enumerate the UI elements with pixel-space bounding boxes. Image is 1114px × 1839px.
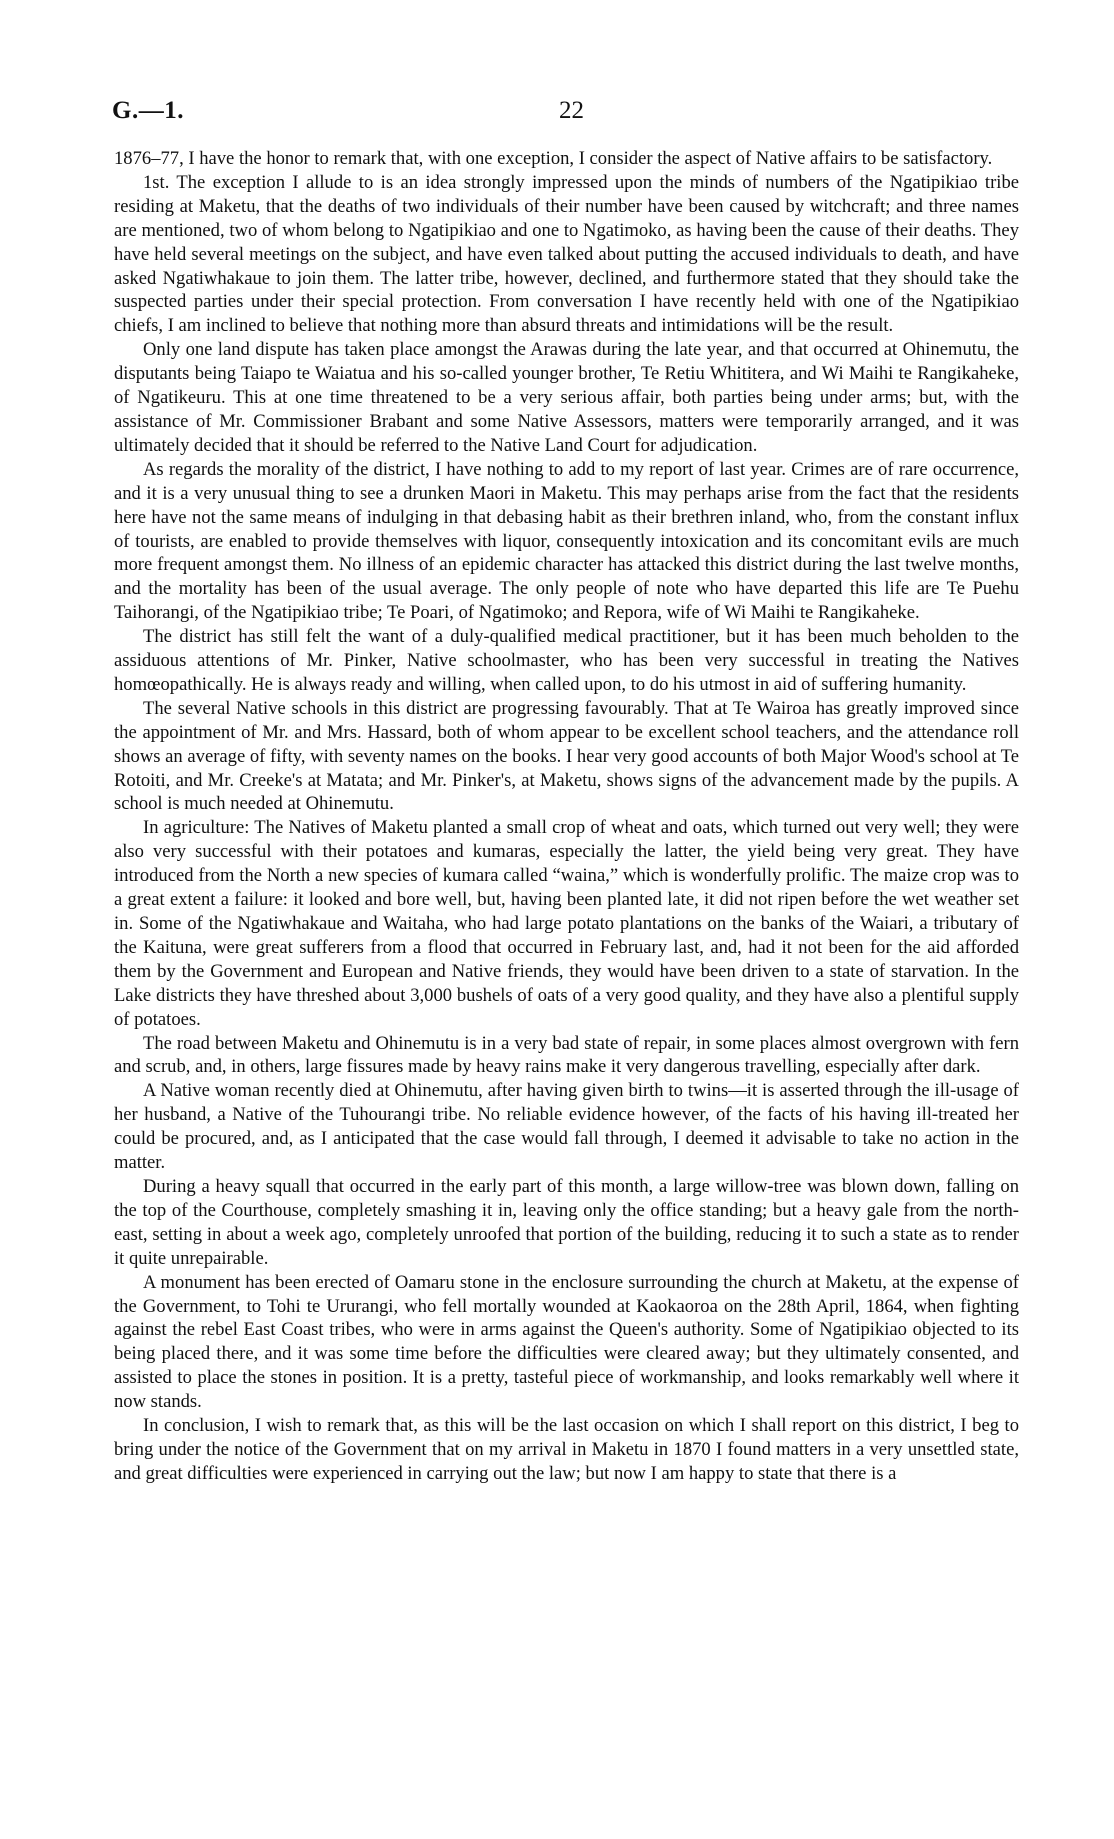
document-reference: G.—1. xyxy=(112,97,184,124)
paragraph-schools: The several Native schools in this district are progressing favourably. That at Te Wairoa has greatly improved since the appointment of Mr. and Mrs. Hassard, both of whom appear to be excellent school teachers, and the attendance roll shows an average of fifty, with seventy names on the books. I hear very good accounts of both Major Wood's school at Te Rotoiti, and Mr. Creeke's at Matata; and Mr. Pinker's, at Maketu, shows signs of the advancement made by the pupils. A school is much needed at Ohinemutu. xyxy=(114,697,1019,815)
paragraph-medical: The district has still felt the want of a duly-qualified medical practitioner, but it has been much beholden to the assiduous attentions of Mr. Pinker, Native schoolmaster, who has been very successful in treating the Natives homœopathically. He is always ready and willing, when called upon, to do his utmost in aid of suffering humanity. xyxy=(114,626,1019,695)
body-text xyxy=(114,147,1019,1486)
paragraph-morality: As regards the morality of the district, I have nothing to add to my report of last year. Crimes are of rare occurrence, and it is a very unusual thing to see a drunken Maori in Maketu. This may perhaps arise from the fact that the residents here have not the same means of indulging in that debasing habit as their brethren inland, who, from the constant influx of tourists, are enabled to provide themselves with liquor, consequently intoxication and its concomitant evils are much more frequent amongst them. No illness of an epidemic character has attacked this district during the last twelve months, and the mortality has been of the usual average. The only people of note who have departed this life are Te Puehu Taihorangi, of the Ngatipikiao tribe; Te Poari, of Ngatimoko; and Repora, wife of Wi Maihi te Rangikaheke. xyxy=(114,458,1019,624)
paragraph-agriculture: In agriculture: The Natives of Maketu planted a small crop of wheat and oats, which turned out very well; they were also very successful with their potatoes and kumaras, especially the latter, the yield being very great. They have introduced from the North a new species of kumara called “waina,” which is wonderfully prolific. The maize crop was to a great extent a failure: it looked and bore well, but, having been planted late, it did not ripen before the wet weather set in. Some of the Ngatiwhakaue and Waitaha, who had large potato plantations on the banks of the Waiari, a tributary of the Kaituna, were great sufferers from a flood that occurred in February last, and, had it not been for the aid afforded them by the Government and European and Native friends, they would have been driven to a state of starvation. In the Lake districts they have threshed about 3,000 bushels of oats of a very good quality, and they have also a plentiful supply of potatoes. xyxy=(114,817,1019,1030)
paragraph-witchcraft: 1st. The exception I allude to is an idea strongly impressed upon the minds of numbers of the Ngatipikiao tribe residing at Maketu, that the deaths of two individuals of their number have been caused by witchcraft; and three names are mentioned, two of whom belong to Ngatipikiao and one to Ngatimoko, as having been the cause of their deaths. They have held several meetings on the subject, and have even talked about putting the accused individuals to death, and have asked Ngatiwhakaue to join them. The latter tribe, however, declined, and furthermore stated that they should take the suspected parties under their special protection. From conversation I have recently held with one of the Ngatipikiao chiefs, I am inclined to believe that nothing more than absurd threats and intimidations will be the result. xyxy=(114,171,1019,337)
paragraph-courthouse: During a heavy squall that occurred in the early part of this month, a large willow-tree was blown down, falling on the top of the Courthouse, completely smashing it in, leaving only the office standing; but a heavy gale from the north-east, setting in about a week ago, completely unroofed that portion of the building, reducing it to such a state as to render it quite unrepairable. xyxy=(114,1175,1019,1269)
paragraph-land-dispute: Only one land dispute has taken place amongst the Arawas during the late year, and that occurred at Ohinemutu, the disputants being Taiapo te Waiatua and his so-called younger brother, Te Retiu Whititera, and Wi Maihi te Rangikaheke, of Ngatikeuru. This at one time threatened to be a very serious affair, both parties being under arms; but, with the assistance of Mr. Commissioner Brabant and some Native Assessors, matters were temporarily arranged, and it was ultimately decided that it should be referred to the Native Land Court for adjudication. xyxy=(114,339,1019,456)
paragraph-native-woman: A Native woman recently died at Ohinemutu, after having given birth to twins—it is asserted through the ill-usage of her husband, a Native of the Tuhourangi tribe. No reliable evidence however, of the facts of his having ill-treated her could be procured, and, as I anticipated that the case would fall through, I deemed it advisable to take no action in the matter. xyxy=(114,1080,1019,1174)
paragraph-continuation: 1876–77, I have the honor to remark that, with one exception, I consider the aspect of Native affairs to be satisfactory. xyxy=(114,148,993,169)
paragraph-monument: A monument has been erected of Oamaru stone in the enclosure surrounding the church at Maketu, at the expense of the Government, to Tohi te Ururangi, who fell mortally wounded at Kaokaoroa on the 28th April, 1864, when fighting against the rebel East Coast tribes, who were in arms against the Queen's authority. Some of Ngatipikiao objected to its being placed there, and it was some time before the difficulties were cleared away; but they ultimately consented, and assisted to place the stones in position. It is a pretty, tasteful piece of workmanship, and looks remarkably well where it now stands. xyxy=(114,1271,1019,1413)
page-header xyxy=(112,97,1012,131)
paragraph-conclusion: In conclusion, I wish to remark that, as this will be the last occasion on which I shall report on this district, I beg to bring under the notice of the Government that on my arrival in Maketu in 1870 I found matters in a very unsettled state, and great difficulties were experienced in carrying out the law; but now I am happy to state that there is a xyxy=(114,1415,1019,1484)
paragraph-road: The road between Maketu and Ohinemutu is in a very bad state of repair, in some places almost overgrown with fern and scrub, and, in others, large fissures made by heavy rains make it very dangerous travelling, especially after dark. xyxy=(114,1032,1019,1078)
page-number: 22 xyxy=(559,97,584,124)
